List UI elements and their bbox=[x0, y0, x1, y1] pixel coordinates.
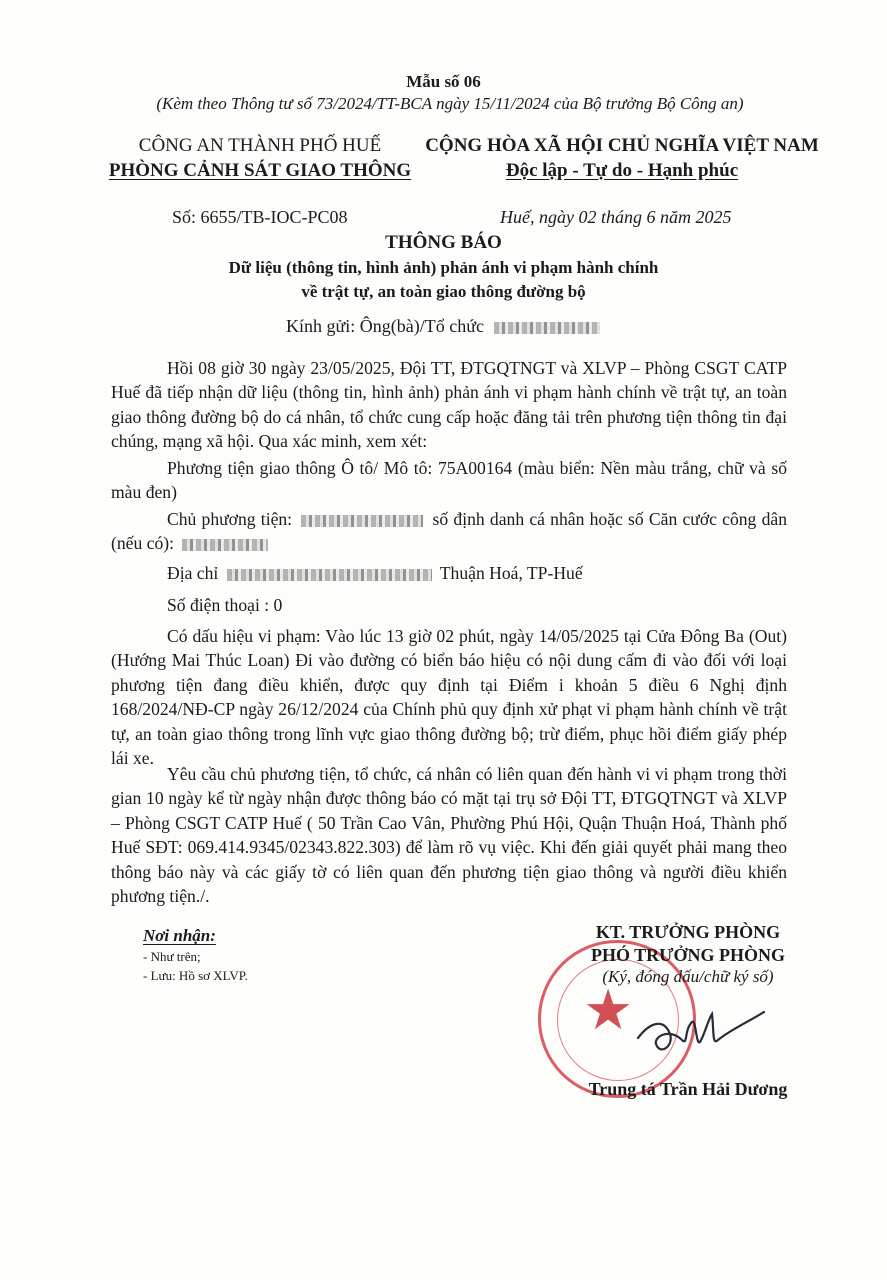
recipient-item: - Lưu: Hồ sơ XLVP. bbox=[143, 968, 248, 983]
phone-line: Số điện thoại : 0 bbox=[167, 595, 283, 615]
owner-paragraph bbox=[111, 507, 787, 556]
agency-unit-text: PHÒNG CẢNH SÁT GIAO THÔNG bbox=[108, 160, 412, 181]
national-motto-text: Độc lập - Tự do - Hạnh phúc bbox=[505, 160, 739, 181]
intro-paragraph: Hồi 08 giờ 30 ngày 23/05/2025, Đội TT, ĐTGQTNGT và XLVP – Phòng CSGT CATP Huế đã tiếp nhận dữ liệu (thông tin, hình ảnh) phản ánh vi phạm hành chính về trật tự, an toàn giao thông đường bộ do cá nhân, tổ chức cung cấp hoặc đăng tải trên phương tiện thông tin đại chúng, mạng xã hội. Qua xác minh, xem xét: bbox=[111, 358, 787, 452]
recipient-item: - Như trên; bbox=[143, 949, 201, 964]
notice-title: THÔNG BÁO bbox=[385, 232, 502, 253]
notice-subtitle-line1: Dữ liệu (thông tin, hình ảnh) phản ánh vi phạm hành chính bbox=[228, 258, 659, 277]
address-prefix: Địa chỉ bbox=[167, 563, 219, 583]
form-number: Mẫu số 06 bbox=[406, 72, 481, 91]
owner-prefix: Chủ phương tiện: bbox=[167, 509, 293, 529]
redacted-address bbox=[227, 569, 432, 581]
notice-subtitle-line2: về trật tự, an toàn giao thông đường bộ bbox=[301, 282, 586, 301]
request-paragraph: Yêu cầu chủ phương tiện, tổ chức, cá nhân có liên quan đến hành vi vi phạm trong thời gian 10 ngày kể từ ngày nhận được thông báo có mặt tại trụ sở Đội TT, ĐTGQTNGT và XLVP – Phòng CSGT CATP Huế ( 50 Trần Cao Vân, Phường Phú Hội, Quận Thuận Hoá, Thành phố Huế SĐT: 069.414.9345/02343.822.303) để làm rõ vụ việc. Khi đến giải quyết phải mang theo thông báo này và các giấy tờ có liên quan đến phương tiện giao thông và người điều khiển phương tiện./. bbox=[111, 764, 787, 907]
address-suffix: Thuận Hoá, TP-Huế bbox=[439, 563, 583, 583]
national-title: CỘNG HÒA XÃ HỘI CHỦ NGHĨA VIỆT NAM bbox=[425, 135, 819, 156]
recipients-list bbox=[143, 947, 248, 985]
address-line bbox=[167, 561, 787, 585]
national-motto bbox=[420, 160, 824, 182]
recipients-heading: Nơi nhận: bbox=[143, 926, 216, 945]
vehicle-paragraph: Phương tiện giao thông Ô tô/ Mô tô: 75A00164 (màu biển: Nền màu trắng, chữ và số màu đen) bbox=[111, 458, 787, 503]
greeting-prefix: Kính gửi: Ông(bà)/Tổ chức bbox=[286, 316, 484, 336]
violation-paragraph: Có dấu hiệu vi phạm: Vào lúc 13 giờ 02 phút, ngày 14/05/2025 tại Cửa Đông Ba (Out) (Hướng Mai Thúc Loan) Đi vào đường có biển báo hiệu có nội dung cấm đi vào đối với loại phương tiện đang điều khiển, được quy định tại Điểm i khoản 5 điều 6 Nghị định 168/2024/NĐ-CP ngày 26/12/2024 của Chính phủ quy định xử phạt vi phạm hành chính về trật tự, an toàn giao thông trong lĩnh vực giao thông đường bộ; trừ điểm, phục hồi điểm giấy phép lái xe. bbox=[111, 626, 787, 769]
agency-parent: CÔNG AN THÀNH PHỐ HUẾ bbox=[138, 135, 382, 156]
agency-unit bbox=[100, 160, 420, 182]
redacted-owner bbox=[301, 515, 423, 527]
document-number: Số: 6655/TB-IOC-PC08 bbox=[172, 207, 348, 227]
signature-line2: PHÓ TRƯỞNG PHÒNG bbox=[590, 945, 785, 965]
handwritten-signature bbox=[630, 1000, 770, 1070]
place-date: Huế, ngày 02 tháng 6 năm 2025 bbox=[500, 207, 732, 227]
signature-line1: KT. TRƯỞNG PHÒNG bbox=[595, 922, 781, 942]
greeting bbox=[286, 316, 600, 337]
signature-note: (Ký, đóng dấu/chữ ký số) bbox=[602, 967, 774, 986]
owner-suffix: số định danh cá nhân hoặc số Căn cước công dân (nếu có): bbox=[111, 509, 787, 554]
signer-name: Trung tá Trần Hải Dương bbox=[588, 1079, 788, 1099]
star-icon: ★ bbox=[583, 978, 634, 1043]
redacted-id bbox=[182, 539, 268, 551]
redacted-name bbox=[494, 322, 600, 334]
form-basis: (Kèm theo Thông tư số 73/2024/TT-BCA ngày 15/11/2024 của Bộ trưởng Bộ Công an) bbox=[156, 94, 744, 113]
